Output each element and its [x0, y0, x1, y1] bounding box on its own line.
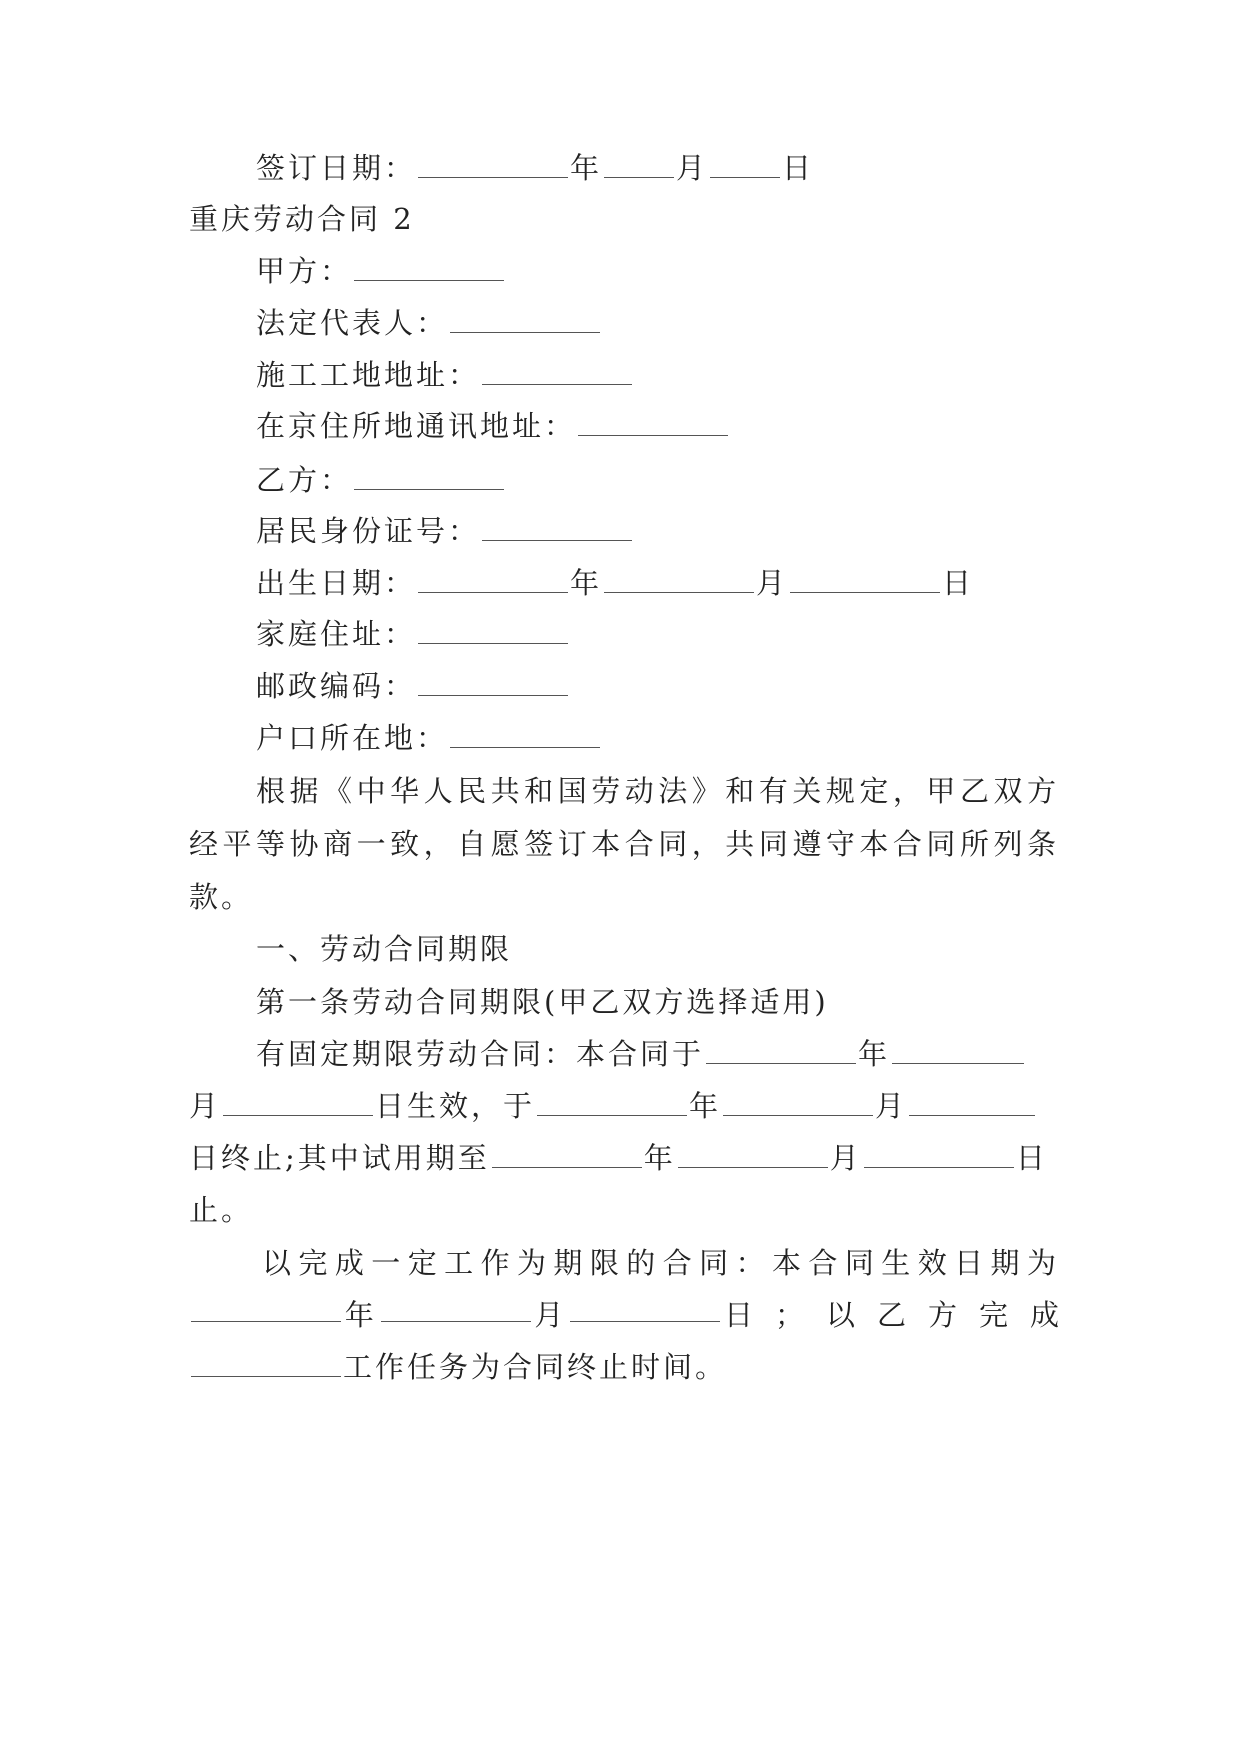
- id-number-label: 居民身份证号：: [256, 514, 481, 548]
- party-b-line: [189, 460, 1059, 500]
- fixed-term-line-2: [189, 1086, 1059, 1126]
- blank-field: [723, 1089, 873, 1116]
- blank-field: [418, 566, 568, 593]
- sign-date-label: 签订日期：: [256, 151, 417, 185]
- year-label: 年: [689, 1089, 722, 1123]
- preamble-line-3: 款。: [189, 880, 254, 914]
- end-label: 日终止;其中试用期至: [189, 1141, 490, 1175]
- blank-field: [909, 1089, 1035, 1116]
- postcode-label: 邮政编码：: [256, 669, 417, 703]
- task-end-text: 工作任务为合同终止时间。: [343, 1350, 728, 1384]
- fixed-term-intro: 有固定期限劳动合同：本合同于: [256, 1037, 705, 1071]
- fixed-term-line-4: 止。: [189, 1193, 254, 1227]
- year-label: 年: [570, 151, 603, 185]
- home-address-line: [189, 614, 1059, 654]
- day-label: 日: [1015, 1141, 1048, 1175]
- day-label: 日: [942, 566, 975, 600]
- home-address-label: 家庭住址：: [256, 617, 417, 651]
- fixed-term-line-1: [189, 1034, 1059, 1074]
- article-heading: 第一条劳动合同期限(甲乙双方选择适用): [256, 985, 829, 1019]
- year-label: 年: [570, 566, 603, 600]
- blank-field: [892, 1037, 1024, 1064]
- blank-field: [678, 1141, 828, 1168]
- party-a-label: 甲方：: [256, 254, 353, 288]
- blank-field: [354, 254, 504, 281]
- year-label: 年: [643, 1141, 676, 1175]
- blank-field: [578, 409, 728, 436]
- postcode-line: [189, 666, 1059, 706]
- month-label: 月: [189, 1089, 222, 1123]
- blank-field: [604, 566, 754, 593]
- blank-field: [418, 669, 568, 696]
- birth-date-label: 出生日期：: [256, 566, 417, 600]
- year-label: 年: [858, 1037, 891, 1071]
- site-address-line: [189, 355, 1059, 395]
- site-address-label: 施工工地地址：: [256, 358, 481, 392]
- legal-rep-line: [189, 303, 1059, 343]
- beijing-address-label: 在京住所地通讯地址：: [256, 409, 577, 443]
- month-label: 月: [756, 566, 789, 600]
- blank-field: [482, 514, 632, 541]
- blank-field: [450, 721, 600, 748]
- month-label: 月: [534, 1298, 567, 1332]
- blank-field: [191, 1350, 341, 1377]
- party-b-label: 乙方：: [256, 463, 353, 497]
- blank-field: [418, 617, 568, 644]
- task-day-tail: 日；以乙方完成: [723, 1298, 1081, 1332]
- preamble-line-2: 经平等协商一致，自愿签订本合同，共同遵守本合同所列条: [189, 827, 1059, 861]
- contract-title: 重庆劳动合同 2: [189, 202, 415, 236]
- task-term-line-1: 以完成一定工作为期限的合同：本合同生效日期为: [262, 1246, 1059, 1280]
- blank-field: [381, 1295, 531, 1322]
- fixed-term-line-3: [189, 1138, 1059, 1178]
- blank-field: [450, 306, 600, 333]
- birth-date-line: [189, 563, 1059, 603]
- blank-field: [223, 1089, 373, 1116]
- party-a-line: [189, 251, 1059, 291]
- blank-field: [710, 151, 780, 178]
- task-term-line-3: [189, 1347, 1059, 1387]
- legal-rep-label: 法定代表人：: [256, 306, 449, 340]
- blank-field: [354, 463, 504, 490]
- month-label: 月: [676, 151, 709, 185]
- blank-field: [570, 1295, 720, 1322]
- effective-label: 日生效，于: [375, 1089, 536, 1123]
- blank-field: [604, 151, 674, 178]
- day-label: 日: [782, 151, 815, 185]
- section-heading: 一、劳动合同期限: [256, 932, 513, 966]
- blank-field: [418, 151, 568, 178]
- preamble-line-1: 根据《中华人民共和国劳动法》和有关规定，甲乙双方: [256, 774, 1059, 808]
- beijing-address-line: [189, 406, 1059, 446]
- task-term-line-2: [189, 1295, 1081, 1335]
- hukou-label: 户口所在地：: [256, 721, 449, 755]
- blank-field: [790, 566, 940, 593]
- blank-field: [537, 1089, 687, 1116]
- hukou-line: [189, 718, 1059, 758]
- blank-field: [706, 1037, 856, 1064]
- year-label: 年: [344, 1298, 377, 1332]
- blank-field: [191, 1295, 341, 1322]
- blank-field: [864, 1141, 1014, 1168]
- sign-date-line: [189, 148, 1059, 188]
- month-label: 月: [829, 1141, 862, 1175]
- month-label: 月: [875, 1089, 908, 1123]
- blank-field: [492, 1141, 642, 1168]
- id-number-line: [189, 511, 1059, 551]
- blank-field: [482, 358, 632, 385]
